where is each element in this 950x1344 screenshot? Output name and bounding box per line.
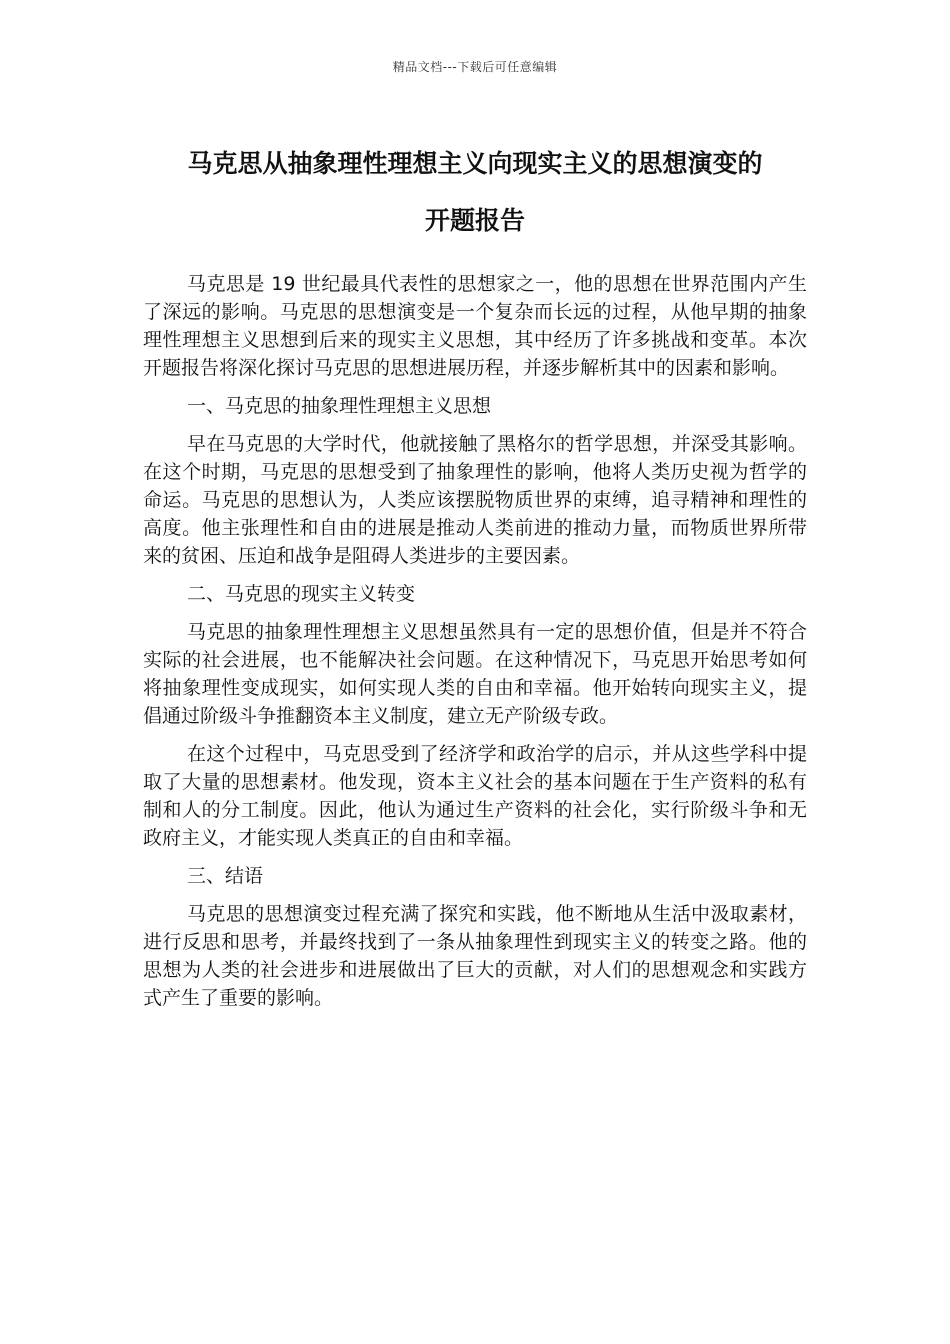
section-2-heading: 二、马克思的现实主义转变 xyxy=(187,583,416,605)
intro-paragraph: 马克思是 19 世纪最具代表性的思想家之一，他的思想在世界范围内产生了深远的影响。马克思的思想演变是一个复杂而长远的过程，从他早期的抽象理性理想主义思想到后来的现实主义思想，其中经历了许多挑战和变革。本次开题报告将深化探讨马克思的思想进展历程，并逐步解析其中的因素和影响。 xyxy=(143,273,807,379)
section-1-paragraph-1: 早在马克思的大学时代，他就接触了黑格尔的哲学思想，并深受其影响。在这个时期，马克思的思想受到了抽象理性的影响，他将人类历史视为哲学的命运。马克思的思想认为，人类应该摆脱物质世界的束缚，追寻精神和理性的高度。他主张理性和自由的进展是推动人类前进的推动力量，而物质世界所带来的贫困、压迫和战争是阻碍人类进步的主要因素。 xyxy=(143,433,807,567)
section-2-paragraph-1: 马克思的抽象理性理想主义思想虽然具有一定的思想价值，但是并不符合实际的社会进展，也不能解决社会问题。在这种情况下，马克思开始思考如何将抽象理性变成现实，如何实现人类的自由和幸福。他开始转向现实主义，提倡通过阶级斗争推翻资本主义制度，建立无产阶级专政。 xyxy=(143,621,807,727)
document-title-line-1: 马克思从抽象理性理想主义向现实主义的思想演变的 xyxy=(187,149,763,178)
section-3-heading: 三、结语 xyxy=(187,865,264,887)
document-body xyxy=(143,270,807,1022)
section-2-paragraph-2: 在这个过程中，马克思受到了经济学和政治学的启示，并从这些学科中提取了大量的思想素材。他发现，资本主义社会的基本问题在于生产资料的私有制和人的分工制度。因此，他认为通过生产资料的社会化，实行阶级斗争和无政府主义，才能实现人类真正的自由和幸福。 xyxy=(143,743,807,849)
document-title xyxy=(120,135,830,249)
section-3-paragraph-1: 马克思的思想演变过程充满了探究和实践，他不断地从生活中汲取素材，进行反思和思考，并最终找到了一条从抽象理性到现实主义的转变之路。他的思想为人类的社会进步和进展做出了巨大的贡献，对人们的思想观念和实践方式产生了重要的影响。 xyxy=(143,903,807,1009)
header-note: 精品文档---下载后可任意编辑 xyxy=(392,60,558,74)
document-title-line-2: 开题报告 xyxy=(424,206,525,235)
section-1-heading: 一、马克思的抽象理性理想主义思想 xyxy=(187,395,492,417)
